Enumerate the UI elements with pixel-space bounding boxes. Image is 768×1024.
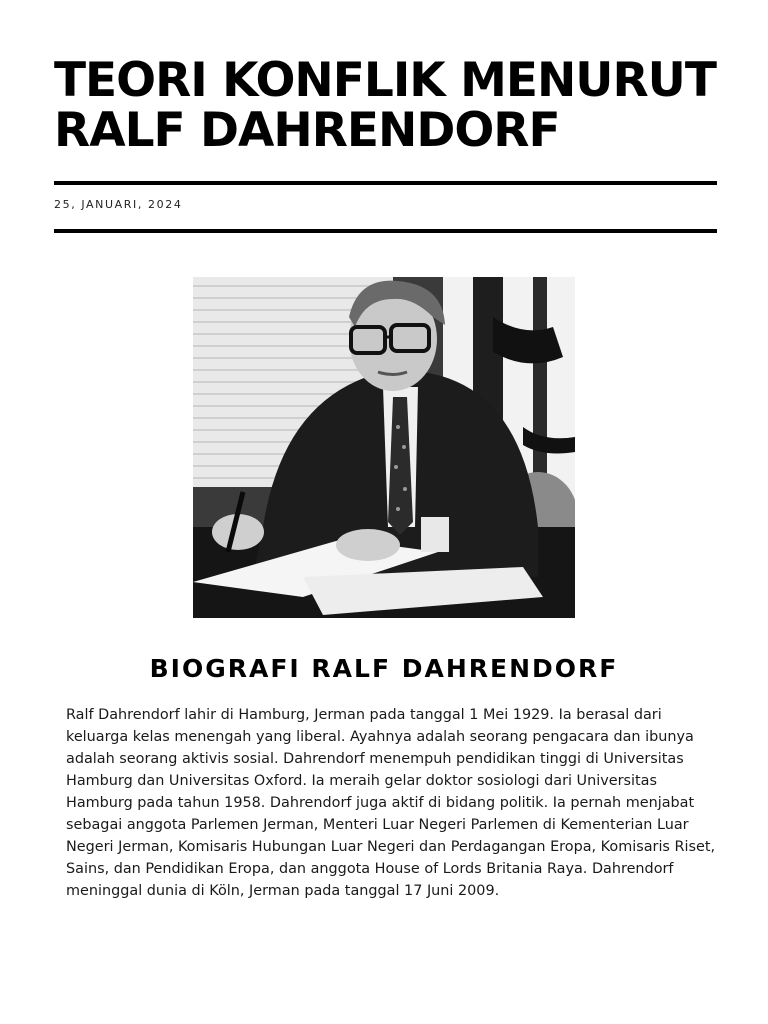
portrait-photo (193, 277, 575, 618)
page-title: TEORI KONFLIK MENURUT RALF DAHRENDORF (54, 53, 716, 158)
publish-date: 25, JANUARI, 2024 (54, 198, 183, 211)
bottom-divider (54, 229, 717, 233)
section-heading: BIOGRAFI RALF DAHRENDORF (149, 654, 619, 683)
biography-paragraph: Ralf Dahrendorf lahir di Hamburg, Jerman pada tanggal 1 Mei 1929. Ia berasal dari keluarga kelas menengah yang liberal. Ayahnya adalah seorang pengacara dan ibunya adalah seorang aktivis sosial. Dahrendorf menempuh pendidikan tinggi di Universitas Hamburg dan Universitas Oxford. Ia meraih gelar doktor sosiologi dari Universitas Hamburg pada tahun 1958. Dahrendorf juga aktif di bidang politik. Ia pernah menjabat sebagai anggota Parlemen Jerman, Menteri Luar Negeri Parlemen di Kementerian Luar Negeri Jerman, Komisaris Hubungan Luar Negeri dan Perdagangan Eropa, Komisaris Riset, Sains, dan Pendidikan Eropa, dan anggota House of Lords Britania Raya. Dahrendorf meninggal dunia di Köln, Jerman pada tanggal 17 Juni 2009. (66, 707, 716, 899)
top-divider (54, 181, 717, 185)
